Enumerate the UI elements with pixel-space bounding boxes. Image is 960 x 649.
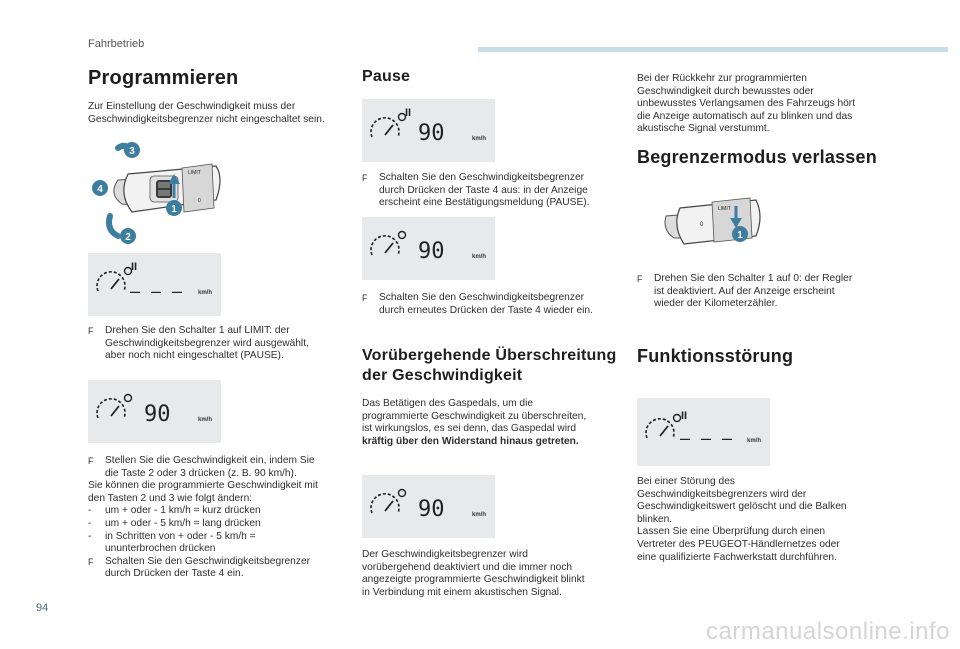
limiter-stalk-off-diagram xyxy=(660,186,770,256)
title-malfunction: Funktionsstörung xyxy=(637,346,794,366)
pause-icon: II xyxy=(405,107,412,119)
step-pause-on: F Schalten Sie den Geschwindigkeitsbegrenzer durch erneutes Drücken der Taste 4 wieder ein. xyxy=(362,292,593,316)
pause-icon: II xyxy=(131,261,138,273)
svg-text:LIMIT: LIMIT xyxy=(188,170,201,176)
speed-display-blinking xyxy=(362,475,495,538)
title-pause: Pause xyxy=(362,68,411,85)
speed-unit: km/h xyxy=(472,136,487,142)
step-set-speed: F Stellen Sie die Geschwindigkeit ein, indem Sie die Taste 2 oder 3 drücken (z. B. 90 km/h). Sie können die programmierte Geschwindigkeit mit den Tasten 2 und 3 wie folgt ändern: - um + oder - 1 km/h = kurz drücken - um + oder - 5 km/h = lang drücken - in Schritten von + oder - 5 km/h = ununterbrochen drücken F Schalten Sie den Geschwindigkeitsbegrenzer durch Drücken der Taste 4 ein. xyxy=(88,455,318,580)
speed-value: 90 xyxy=(144,402,171,427)
speed-unit: km/h xyxy=(747,438,762,444)
speed-value: – – – xyxy=(130,281,186,301)
speed-unit: km/h xyxy=(198,290,213,296)
speed-display-set xyxy=(88,380,221,443)
svg-text:3: 3 xyxy=(129,146,135,157)
pause-icon: II xyxy=(681,410,688,422)
svg-text:LIMIT: LIMIT xyxy=(718,206,731,212)
svg-text:0: 0 xyxy=(700,222,704,228)
speed-value: 90 xyxy=(418,497,445,522)
title-exit-limiter: Begrenzermodus verlassen xyxy=(637,147,877,167)
return-text: Bei der Rückkehr zur programmierten Geschwindigkeit durch bewusstes oder unbewusstes Verlangsamen des Fahrzeugs hört die Anzeige automatisch auf zu blinken und das akustische Signal verstummt. xyxy=(637,73,856,135)
svg-text:1: 1 xyxy=(737,230,743,241)
speed-value: – – – xyxy=(680,428,736,448)
step-exit-limiter: F Drehen Sie den Schalter 1 auf 0: der Regler ist deaktiviert. Auf der Anzeige erscheint wieder der Kilometerzähler. xyxy=(637,273,853,310)
title-overspeed: Vorübergehende Überschreitung der Geschwindigkeit xyxy=(362,347,617,384)
speed-unit: km/h xyxy=(472,254,487,260)
section-label: Fahrbetrieb xyxy=(88,38,145,50)
title-programmieren: Programmieren xyxy=(88,67,239,89)
malfunction-text: Bei einer Störung des Geschwindigkeitsbegrenzers wird der Geschwindigkeitswert gelöscht und die Balken blinken. Lassen Sie eine Überprüfung durch einen Vertreter des PEUGEOT-Händlernetzes oder eine qualifizierte Fachwerkstatt durchführen. xyxy=(637,476,847,563)
speed-value: 90 xyxy=(418,239,445,264)
step-pause-off: F Schalten Sie den Geschwindigkeitsbegrenzer durch Drücken der Taste 4 aus: in der Anzeige erscheint eine Bestätigungsmeldung (PAUSE). xyxy=(362,172,590,209)
speed-unit: km/h xyxy=(198,417,213,423)
speed-display-fault xyxy=(637,398,770,466)
watermark: carmanualsonline.info xyxy=(706,618,950,645)
speed-display-pause xyxy=(362,99,495,162)
step-select-limit: F Drehen Sie den Schalter 1 auf LIMIT: der Geschwindigkeitsbegrenzer wird ausgewählt, aber noch nicht eingeschaltet (PAUSE). xyxy=(88,325,309,362)
speed-unit: km/h xyxy=(472,512,487,518)
speed-display-pause xyxy=(88,253,221,316)
overspeed-blink-text: Der Geschwindigkeitsbegrenzer wird vorübergehend deaktiviert und die immer noch angezeigte programmierte Geschwindigkeit blinkt in Verbindung mit einem akustischen Signal. xyxy=(362,549,585,598)
svg-text:2: 2 xyxy=(125,232,131,243)
svg-text:0: 0 xyxy=(198,198,201,204)
svg-text:4: 4 xyxy=(97,184,103,195)
header-accent-line xyxy=(478,47,948,52)
speed-value: 90 xyxy=(418,121,445,146)
limiter-stalk-diagram xyxy=(88,138,228,246)
speed-display-active xyxy=(362,217,495,280)
overspeed-text: Das Betätigen des Gaspedals, um die programmierte Geschwindigkeit zu überschreiten, ist wirkungslos, es sei denn, das Gaspedal wird kräftig über den Widerstand hinaus getreten. xyxy=(362,398,587,447)
page-number: 94 xyxy=(36,602,49,614)
intro-text: Zur Einstellung der Geschwindigkeit muss der Geschwindigkeitsbegrenzer nicht eingeschaltet sein. xyxy=(88,101,325,125)
svg-text:1: 1 xyxy=(171,204,177,215)
